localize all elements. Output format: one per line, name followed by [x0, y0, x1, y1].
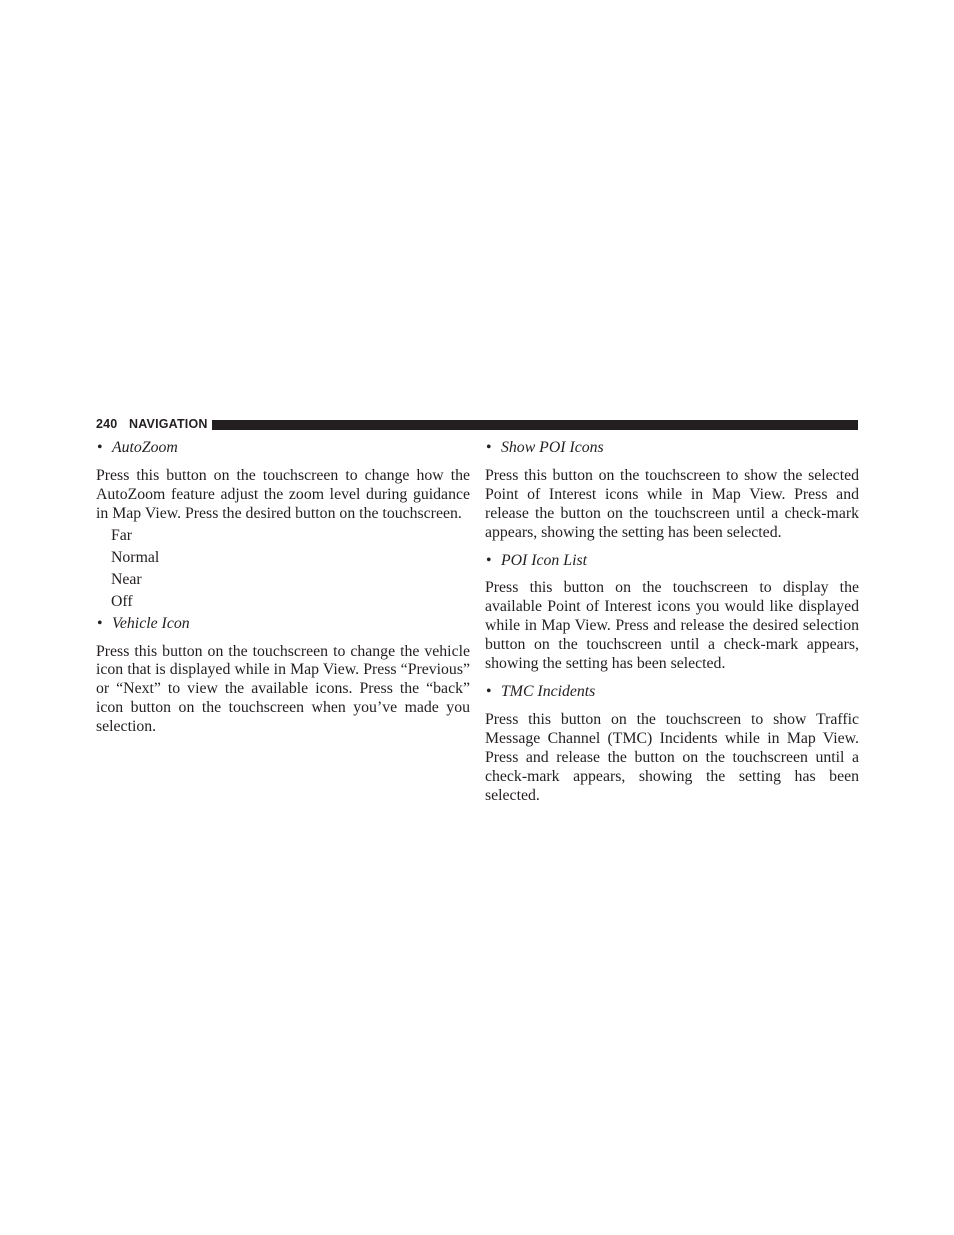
bullet-dot: • [486, 439, 492, 456]
bullet-title: POI Icon List [501, 551, 587, 569]
bullet-title: Show POI Icons [501, 439, 604, 456]
bullet-dot: • [486, 682, 492, 700]
bullet-title: TMC Incidents [501, 682, 596, 700]
bullet-show-poi-icons [485, 439, 859, 458]
bullet-tmc-incidents [485, 683, 859, 702]
bullet-title: AutoZoom [112, 439, 178, 456]
bullet-dot: • [97, 614, 103, 632]
header-rule [212, 420, 858, 430]
bullet-poi-icon-list [485, 552, 859, 571]
show-poi-icons-description: Press this button on the touchscreen to show the selected Point of Interest icons while in Map View. Press and release the button on the touchscreen until a check-mark appears, showing the setting has been selected. [485, 466, 859, 541]
right-column [485, 436, 859, 805]
tmc-incidents-description: Press this button on the touchscreen to show Traffic Message Channel (TMC) Incidents while in Map View. Press and release the button on the touchscreen until a check-mark appears, showing the setting has been selected. [485, 710, 859, 804]
bullet-autozoom [96, 439, 470, 458]
bullet-dot: • [486, 551, 492, 569]
page-number: 240 [96, 417, 118, 431]
left-column [96, 436, 470, 737]
option-normal: Normal [111, 548, 160, 566]
option-far: Far [111, 526, 133, 544]
bullet-title: Vehicle Icon [112, 614, 190, 632]
vehicle-icon-description: Press this button on the touchscreen to change the vehicle icon that is displayed while in Map View. Press “Previous” or “Next” to view the available icons. Press the “back” icon button on the touchscreen when you’ve made you selection. [96, 642, 470, 736]
autozoom-options [96, 525, 470, 613]
poi-icon-list-description: Press this button on the touchscreen to display the available Point of Interest icons you would like displayed while in Map View. Press and release the desired selection button on the touchscreen until a check-mark appears, showing the setting has been selected. [485, 579, 859, 673]
option-near: Near [111, 570, 142, 588]
autozoom-description: Press this button on the touchscreen to change how the AutoZoom feature adjust the zoom level during guidance in Map View. Press the desired button on the touchscreen. [96, 466, 470, 522]
option-off: Off [111, 592, 133, 610]
bullet-vehicle-icon [96, 615, 470, 634]
section-title: NAVIGATION [129, 417, 208, 431]
bullet-dot: • [97, 439, 103, 456]
page-header [96, 416, 858, 434]
